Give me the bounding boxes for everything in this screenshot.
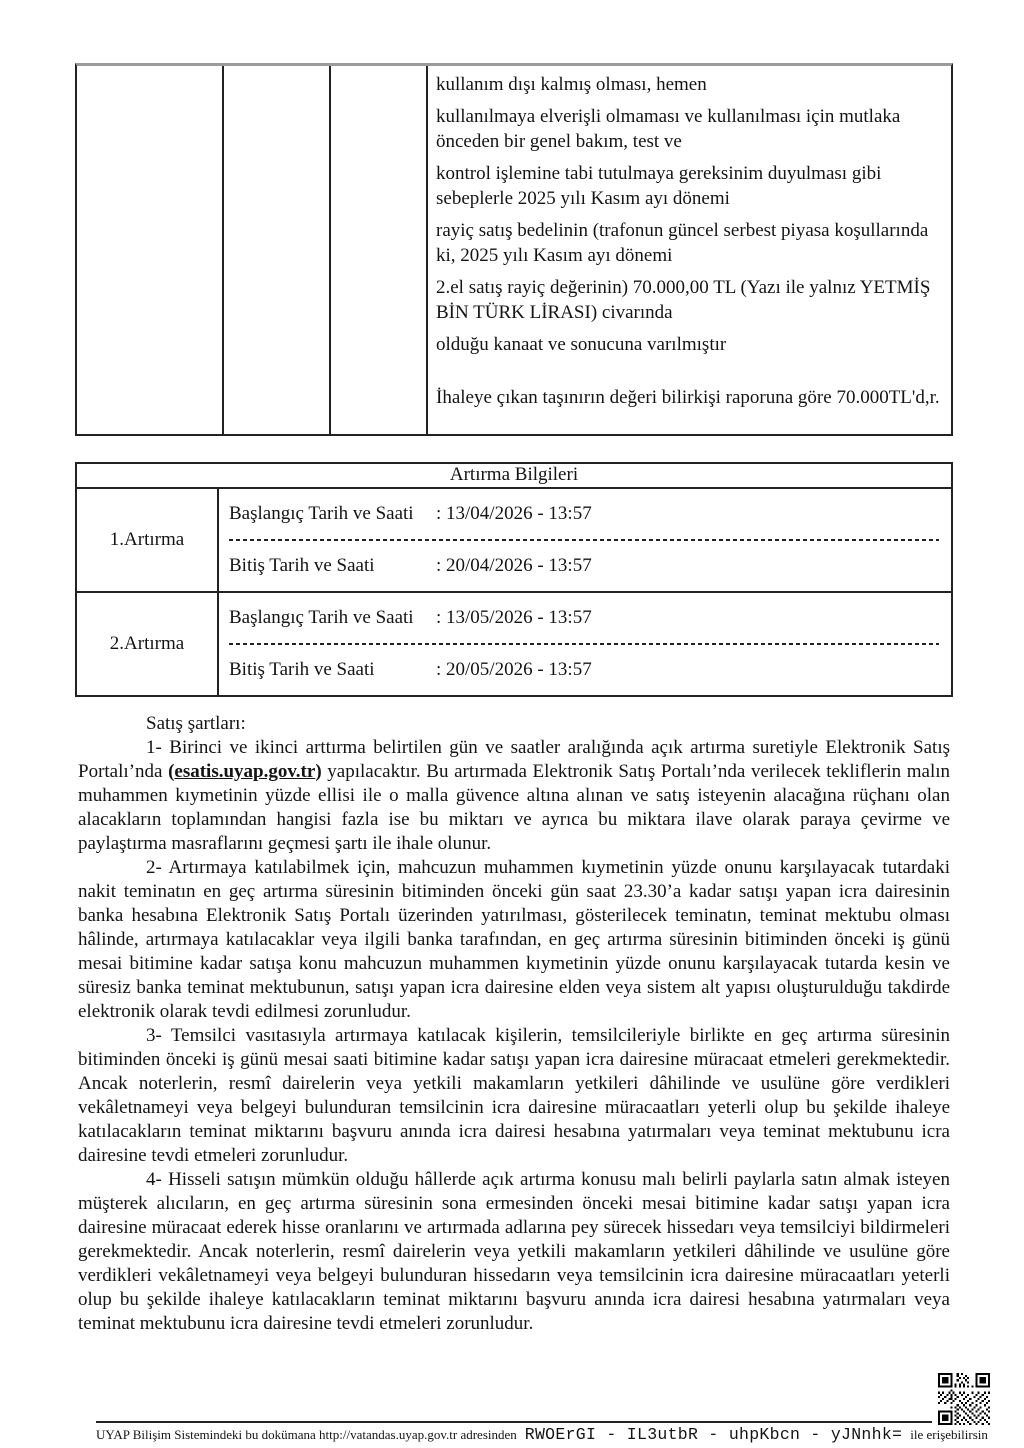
start-date-value: : 13/04/2026 - 13:57	[436, 503, 592, 524]
start-date-label: Başlangıç Tarih ve Saati	[229, 607, 414, 628]
valuation-paragraph: olduğu kanaat ve sonucuna varılmıştır	[436, 334, 727, 355]
dashed-separator	[229, 643, 939, 645]
auction-start-line	[229, 503, 943, 525]
term-paragraph-1	[78, 736, 950, 856]
auction-row-2	[77, 593, 951, 695]
end-date-value: : 20/04/2026 - 13:57	[436, 555, 592, 576]
auction-row-2-label: 2.Artırma	[77, 593, 219, 695]
end-date-value: : 20/05/2026 - 13:57	[436, 659, 592, 680]
auction-table-title: Artırma Bilgileri	[77, 464, 951, 489]
valuation-paragraph: kontrol işlemine tabi tutulmaya gereksinim duyulması gibi sebeplerle 2025 yılı Kasım ayı dönemi	[436, 163, 882, 209]
paren-open: (	[168, 761, 175, 782]
auction-row-1-label: 1.Artırma	[77, 489, 219, 591]
valuation-paragraph: kullanılmaya elverişli olmaması ve kullanılması için mutlaka önceden bir genel bakım, test ve	[436, 106, 901, 152]
start-date-value: : 13/05/2026 - 13:57	[436, 607, 592, 628]
access-code: RWOErGI - IL3utbR - uhpKbcn - yJNnhk=	[524, 1425, 903, 1444]
valuation-table-empty-col-1	[77, 66, 224, 434]
qr-code	[938, 1372, 990, 1426]
auction-table	[75, 462, 953, 697]
footer	[96, 1425, 988, 1444]
valuation-table-empty-col-3	[331, 66, 428, 434]
paren-close: )	[315, 761, 322, 782]
valuation-paragraph: rayiç satış bedelinin (trafonun güncel serbest piyasa koşullarında ki, 2025 yılı Kasım ayı dönemi	[436, 220, 929, 266]
sale-terms-heading: Satış şartları:	[146, 713, 246, 734]
term-1-text: yapılacaktır. Bu artırmada Elektronik Satış Portalı’nda verilecek tekliflerin malın muhammen kıymetinin yüzde ellisi ile o malla güvence altına alınan ve satış isteyenin alacağına rüçhanı olan alacakların toplamından hangisi fazla ise bu miktarı ve ayrıca bu miktara ilave olarak paraya çevirme ve paylaştırma masraflarını geçmesi şartı ile ihale olunur.	[78, 761, 950, 854]
valuation-table	[75, 63, 953, 436]
auction-end-line	[229, 659, 943, 681]
end-date-label: Bitiş Tarih ve Saati	[229, 555, 375, 576]
footer-access-suffix: ile erişebilirsin	[910, 1427, 988, 1442]
dashed-separator	[229, 539, 939, 541]
valuation-paragraph: kullanım dışı kalmış olması, hemen	[436, 74, 707, 95]
valuation-text-cell	[428, 66, 951, 434]
auction-row-1-dates	[219, 489, 951, 591]
valuation-paragraph: İhaleye çıkan taşınırın değeri bilirkişi raporuna göre 70.000TL'd,r.	[436, 387, 940, 408]
auction-end-line	[229, 555, 943, 577]
term-paragraph-3: 3- Temsilci vasıtasıyla artırmaya katılacak kişilerin, temsilcileriyle birlikte en geç artırma süresinin bitiminden önceki iş günü mesai saati bitimine kadar satışı yapan icra dairesine müracaat etmeleri gerekmektedir. Ancak noterlerin, resmî dairelerin veya yetkili makamların yetkileri dâhilinde ve usulüne göre verdikleri vekâletnameyi veya belgeyi bulunduran temsilcinin icra dairesine müracaatları yeterli olup bu şekilde ihaleye katılacakların teminat miktarını başvuru anında icra dairesi hesabına yatırmaları veya teminat mektubunu icra dairesine tevdi etmeleri zorunludur.	[78, 1025, 950, 1166]
auction-row-2-dates	[219, 593, 951, 695]
valuation-table-empty-col-2	[224, 66, 331, 434]
footer-divider	[96, 1421, 932, 1423]
esatis-portal-link: esatis.uyap.gov.tr	[174, 761, 316, 782]
footer-access-text: UYAP Bilişim Sistemindeki bu dokümana http://vatandas.uyap.gov.tr adresinden	[96, 1427, 517, 1442]
sale-terms-section	[78, 712, 950, 1336]
start-date-label: Başlangıç Tarih ve Saati	[229, 503, 414, 524]
end-date-label: Bitiş Tarih ve Saati	[229, 659, 375, 680]
term-1-text: 1- Birinci ve ikinci arttırma belirtilen gün ve saatler aralığında açık artırma suretiyle Elektronik Satış Portalı’nda	[78, 737, 950, 782]
term-paragraph-4: 4- Hisseli satışın mümkün olduğu hâllerde açık artırma konusu malı belirli paylarla satın almak isteyen müşterek alıcıların, en geç artırma süresinin sona ermesinden önceki mesai bitimine kadar satışı yapan icra dairesine müracaat ederek hisse oranlarını ve artırmada adlarına pey sürecek hissedarı veya temsilciyi bildirmeleri gerekmektedir. Ancak noterlerin, resmî dairelerin veya yetkili makamların yetkileri dâhilinde ve usulüne göre verdikleri vekâletnameyi veya belgeyi bulunduran hissedarın veya temsilcinin icra dairesine müracaatları yeterli olup bu şekilde ihaleye katılacakların teminat miktarını başvuru anında icra dairesi hesabına yatırmaları veya teminat mektubunu icra dairesine tevdi etmeleri zorunludur.	[78, 1169, 950, 1334]
term-paragraph-2: 2- Artırmaya katılabilmek için, mahcuzun muhammen kıymetinin yüzde onunu karşılayacak tutardaki nakit teminatın en geç artırma süresinin bitiminden önceki gün saat 23.30’a kadar satışı yapan icra dairesinin banka hesabına Elektronik Satış Portalı üzerinden yatırılması, gösterilecek teminatın, teminat mektubu olması hâlinde, artırmaya katılacaklar veya ilgili banka tarafından, en geç artırma süresinin bitiminden önceki iş günü mesai bitimine kadar satışa konu mahcuzun muhammen kıymetinin yüzde onunu karşılayacak tutarda kesin ve süresiz banka teminat mektubunun, satışı yapan icra dairesine elden veya sistem alt yapısı oluşturulduğu takdirde elektronik olarak tevdi edilmesi zorunludur.	[78, 857, 950, 1022]
auction-row-1	[77, 489, 951, 593]
auction-start-line	[229, 607, 943, 629]
valuation-paragraph: 2.el satış rayiç değerinin) 70.000,00 TL (Yazı ile yalnız YETMİŞ BİN TÜRK LİRASI) civarında	[436, 277, 931, 323]
